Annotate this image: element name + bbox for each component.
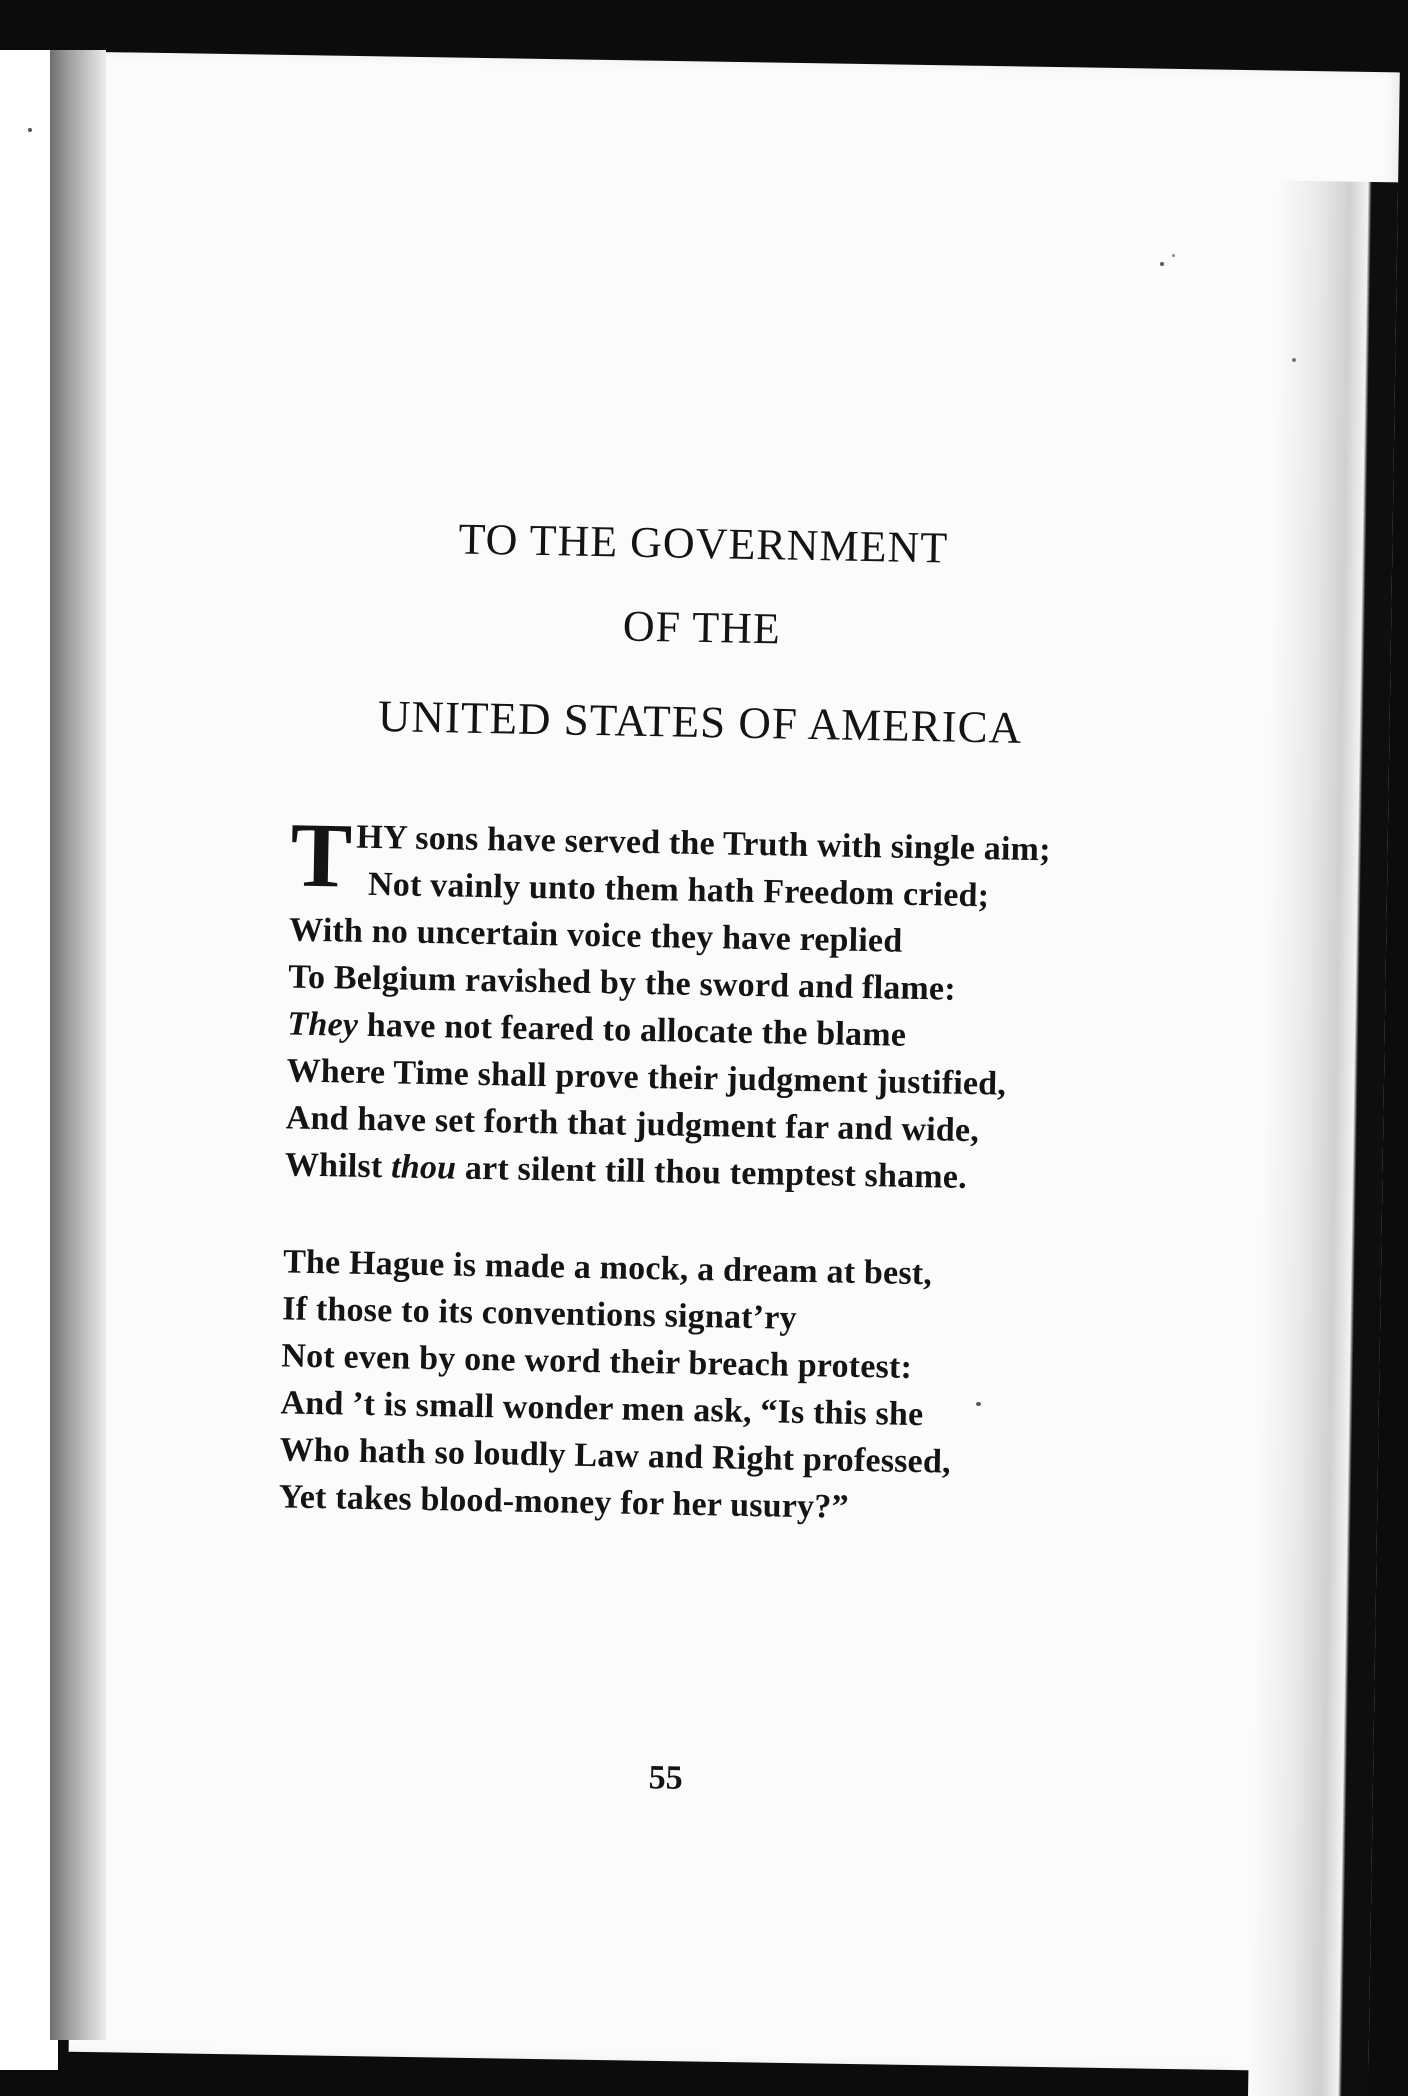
title-line-3: UNITED STATES OF AMERICA (377, 691, 1023, 753)
drop-cap: T (289, 803, 354, 907)
poem-line: With no uncertain voice they have replied (288, 911, 903, 960)
stanza-2 (278, 1238, 1163, 1536)
poem-line: Not vainly unto them hath Freedom cried; (367, 865, 990, 915)
poem-line: Who hath so loudly Law and Right professed, (279, 1431, 952, 1481)
poem-line: Yet takes blood-money for her usury?” (278, 1478, 850, 1526)
italic-word: They (287, 1005, 359, 1044)
stanza-1 (284, 803, 1171, 1204)
poem-line: To Belgium ravished by the sword and flame: (288, 958, 957, 1008)
dust-speck (1160, 262, 1164, 266)
poem-line: And have set forth that judgment far and wide, (285, 1099, 980, 1150)
poem-line-text: art silent till thou temptest shame. (455, 1149, 968, 1196)
poem-line: The Hague is made a mock, a dream at best, (282, 1243, 933, 1293)
title-line-2: OF THE (622, 601, 782, 654)
page-number: 55 (648, 1759, 684, 1797)
poem-line: If those to its conventions signat’ry (281, 1290, 798, 1337)
dust-speck (1292, 358, 1296, 362)
poem-line: Where Time shall prove their judgment justified, (286, 1052, 1007, 1103)
italic-word: thou (390, 1148, 457, 1187)
poem-line: And ’t is small wonder men ask, “Is this she (280, 1384, 924, 1434)
poem-line-text: HY sons have served the Truth with single aim; (356, 818, 1051, 869)
title-line-1: TO THE GOVERNMENT (458, 514, 949, 573)
poem-line: Not even by one word their breach protest: (281, 1337, 913, 1386)
poem-line-text: Whilst (284, 1146, 392, 1186)
poem-line-text: have not feared to allocate the blame (357, 1006, 907, 1054)
dust-speck (1172, 254, 1175, 257)
dust-speck (976, 1402, 981, 1406)
dust-speck (28, 128, 32, 132)
